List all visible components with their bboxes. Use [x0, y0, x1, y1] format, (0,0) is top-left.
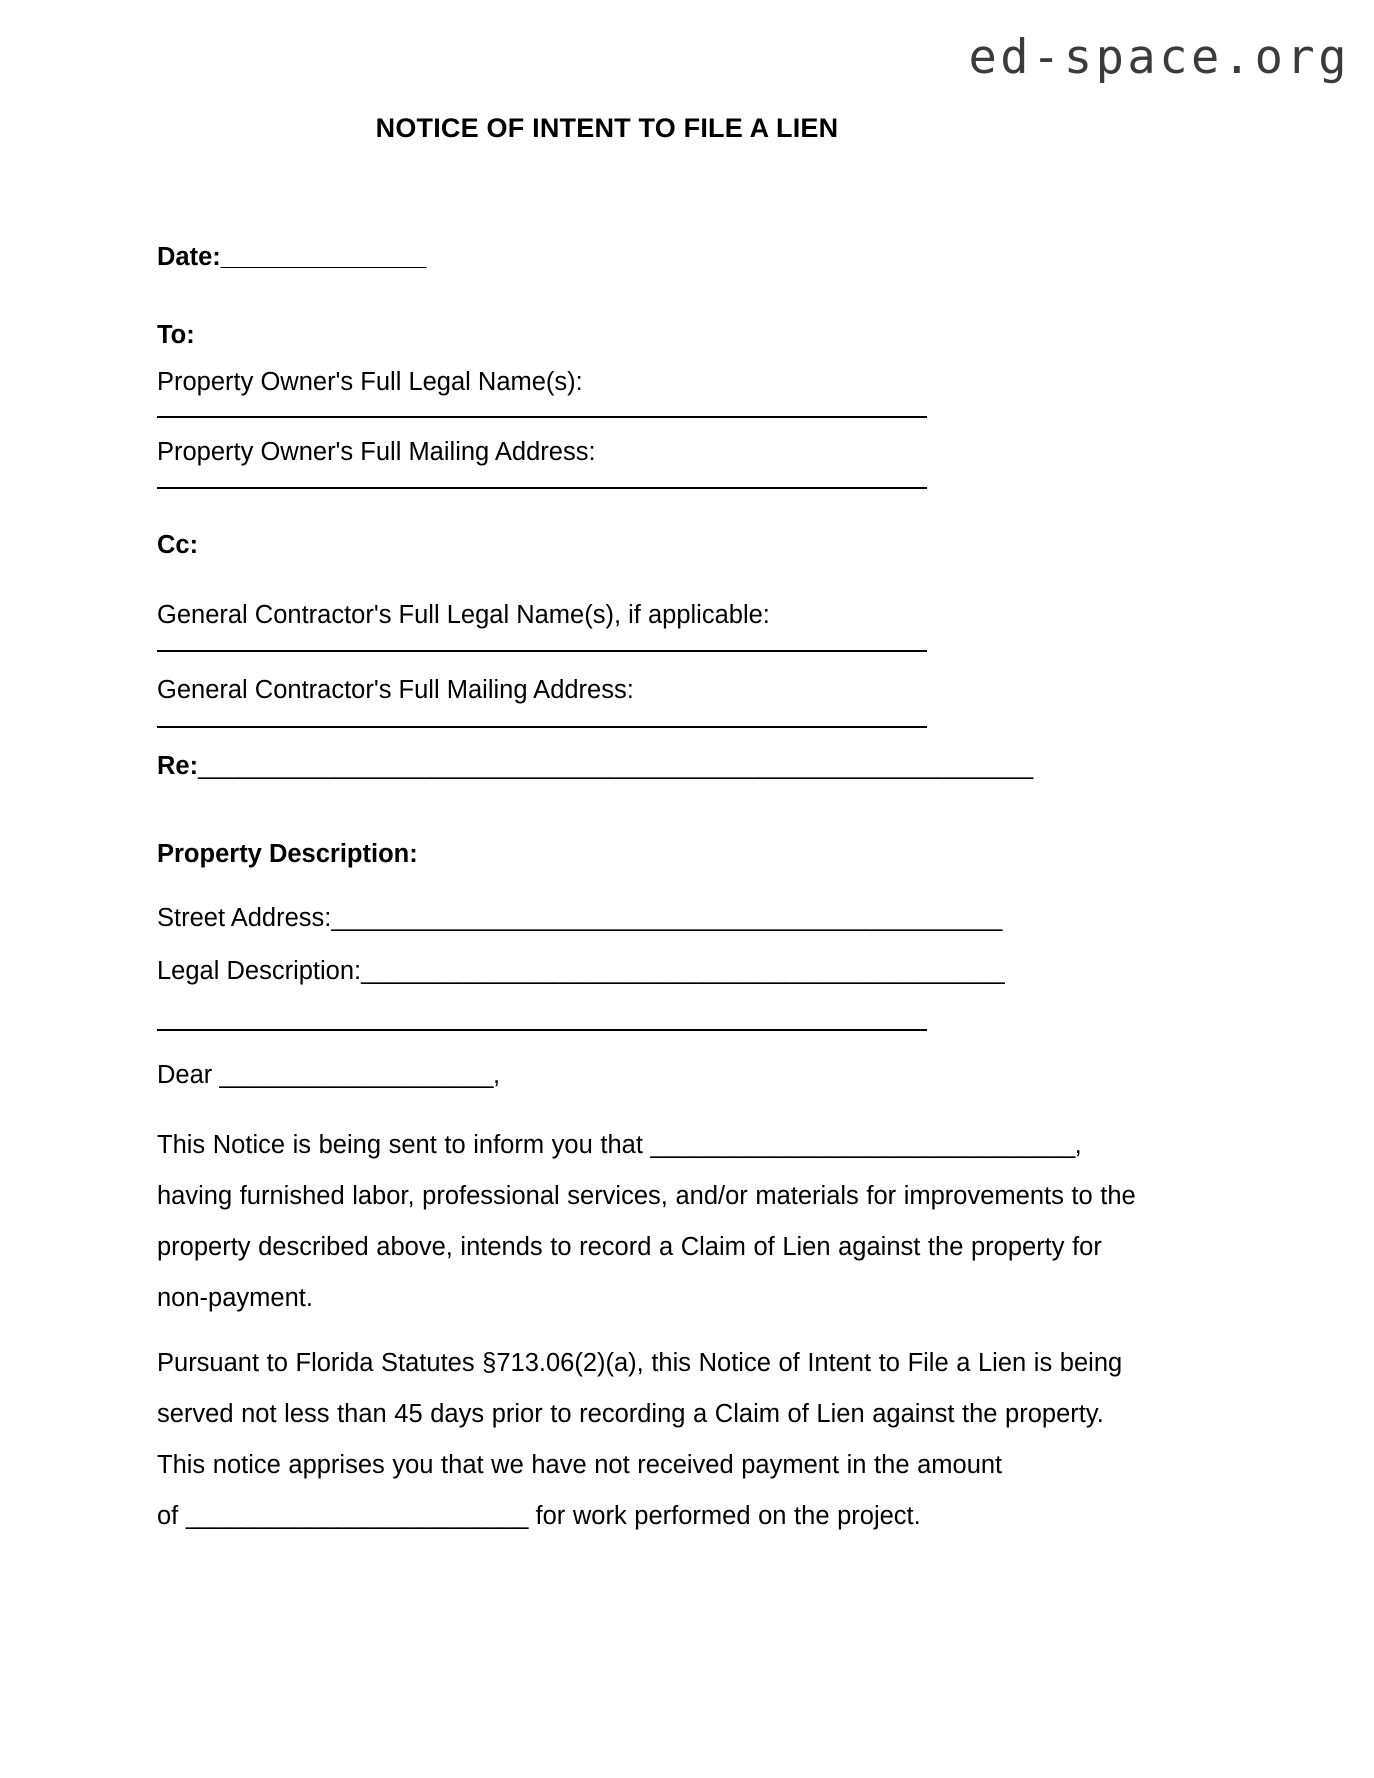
owner-address-rule[interactable] — [157, 487, 927, 489]
salutation-comma: , — [493, 1060, 501, 1089]
owner-name-label: Property Owner's Full Legal Name(s): — [157, 368, 583, 396]
legal-description-rule[interactable] — [157, 1029, 927, 1031]
legal-description-blank[interactable]: _______________________________________________ — [361, 957, 1005, 985]
p1-part1: This Notice is being sent to inform you that — [157, 1131, 643, 1159]
date-label: Date: — [157, 243, 221, 271]
site-watermark: ed-space.org — [968, 30, 1350, 85]
owner-address-label: Property Owner's Full Mailing Address: — [157, 437, 596, 466]
p1-blank-claimant[interactable]: _______________________________ — [650, 1131, 1075, 1159]
re-blank[interactable]: _____________________________________________________________ — [198, 751, 1033, 780]
gc-name-rule[interactable] — [157, 650, 927, 652]
salutation-label: Dear — [157, 1060, 213, 1089]
paragraph-statute — [157, 1338, 1157, 1542]
p2-part2: for work performed on the project. — [535, 1502, 921, 1530]
salutation-blank[interactable]: ____________________ — [219, 1060, 494, 1089]
owner-name-rule[interactable] — [157, 416, 927, 418]
street-address-blank[interactable]: _________________________________________________ — [331, 903, 1002, 932]
page-title: NOTICE OF INTENT TO FILE A LIEN — [375, 113, 839, 143]
property-description-heading: Property Description: — [157, 840, 418, 868]
to-label: To: — [157, 320, 195, 349]
gc-name-label: General Contractor's Full Legal Name(s), if applicable: — [157, 600, 770, 629]
date-field-row — [157, 245, 1157, 271]
street-address-label: Street Address: — [157, 903, 332, 932]
legal-description-row — [157, 959, 1157, 985]
paragraph-notice-intent — [157, 1120, 1157, 1324]
cc-label: Cc: — [157, 531, 199, 559]
re-field-row — [157, 751, 1157, 780]
salutation-row — [157, 1060, 1157, 1089]
re-label: Re: — [157, 751, 199, 780]
date-blank[interactable]: _______________ — [220, 243, 426, 271]
gc-address-rule[interactable] — [157, 726, 927, 728]
legal-description-label: Legal Description: — [157, 957, 362, 985]
gc-address-label: General Contractor's Full Mailing Address: — [157, 676, 634, 704]
p2-blank-amount[interactable]: _________________________ — [185, 1502, 528, 1530]
street-address-row — [157, 903, 1157, 932]
p2-part1: Pursuant to Florida Statutes §713.06(2)(a), this Notice of Intent to File a Lien is being served not less than 45 days prior to recording a Claim of Lien against the property. This notice apprises you that we have not received payment in the amount of — [157, 1349, 1123, 1530]
form-body — [157, 245, 1157, 1542]
p1-part2: , having furnished labor, professional services, and/or materials for improvements to the property described above, intends to record a Claim of Lien against the property for non-payment. — [157, 1131, 1136, 1312]
